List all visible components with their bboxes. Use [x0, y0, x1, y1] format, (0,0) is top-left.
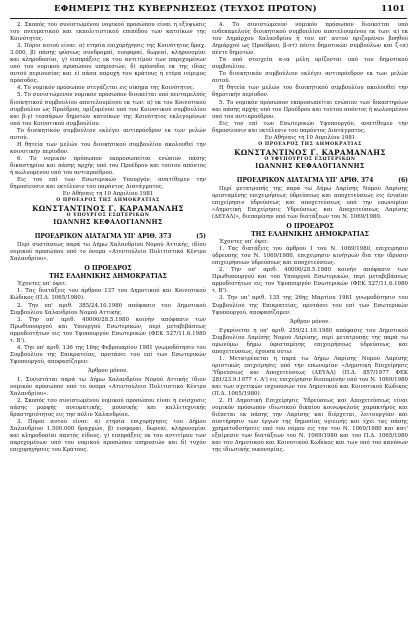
minister-name: ΙΩΑΝΝΗΣ ΚΕΦΑΛΟΓΙΑΝΝΗΣ [53, 219, 163, 227]
paragraph: 1. Τας διατάξεις του άρθρου 137 του Δημοτικού και Κοινοτικού Κώδικος (Π.Δ. 1065/1980). [10, 288, 206, 302]
article-heading: Άρθρον μόνον. [289, 318, 331, 325]
president-name: ΚΩΝΣΤΑΝΤΙΝΟΣ Γ. ΚΑΡΑΜΑΝΛΗΣ [234, 147, 386, 157]
paragraph: 5. Το νομικόν πρόσωπον εκπροσωπείται ενώπιον των δικαστηρίων και πάσης αρχής υπό του Προέδρου και τούτου απόντος ή κωλυομένου υπό του αντιπροέδρου. [212, 99, 408, 120]
right-column [212, 22, 408, 454]
paragraph: 3. Την υπ' αριθ. 135 της 26ης Μαρτίου 1981 γνωμοδότησιν του Συμβουλίου της Επικρατείας, προτάσει του επί των Εσωτερικών Υφυπουργού, αποφασίζομεν: [212, 295, 408, 316]
left-column [10, 22, 206, 454]
minister-label: Ο ΥΠΟΥΡΓΟΣ ΕΣΩΤΕΡΙΚΩΝ [66, 213, 150, 219]
paragraph: Η θητεία των μελών του διοικητικού συμβουλίου ακολουθεί την δημοτικήν περίοδον. [212, 85, 408, 99]
decree-subject: Περί μετατροπής της παρά τω Δήμω Λαρίσης Νομού Λαρίσης ορισταμένης επιχειρήσεως ύδρεύσεως και αποχετεύσεως εις ένιαίαν επιχείρησιν ύδρεύσεως και αποχετεύσεως υπό την επωνυμίαν «Δημοτική Επιχείρησις Υδρεύσεως και Αποχετεύσεως Λαρίσης (ΔΕΥΑΛ)», διεπομένην υπό των διατάξεων του Ν. 1069/1980. [212, 185, 408, 221]
decree-label: ΠΡΟΕΔΡΙΚΟΝ ΔΙΑΤΑΓΜΑ ΥΠ' ΑΡΙΘ. 373 [34, 233, 172, 241]
decree-date: Εν Αθήναις τη 10 Απριλίου 1981 [264, 134, 356, 141]
paragraph: Το διοικητικόν συμβούλιον εκλέγει αντιπρόεδρον εκ των μελών αυτού. [10, 127, 206, 141]
paragraph: 4. Το συνιστώμενον νομικόν πρόσωπον διοικείται υπό ενδεκαμελούς διοικητικού συμβουλίου αποτελουμένου εκ των: α) εκ του Δημάρχου Χαλανδρίου ή του υπ' αυτού οριζομένου βοηθού Δημάρχου ως Προέδρου, β-στ) πέντε δημοτικών συμβούλων και ζ-ια) πέντε δημοτών. [212, 22, 408, 57]
paragraph: Εις τον επί των Εσωτερικών Υφυπουργόν, ανατίθεμεν την δημοσίευσιν και εκτέλεσιν του παρόντος Διατάγματος. [212, 120, 408, 134]
paragraph: 2. Την υπ' αριθ. 385/24.10.1980 απόφασιν του Δημοτικού Συμβουλίου Χαλανδρίου Νομού Αττικής. [10, 302, 206, 316]
paragraph: 2. Η Δημοτική Επιχείρησις Ύδρεύσεως και Αποχετεύσεως είναι νομικόν πρόσωπον ιδιωτικού δικαίου κοινωφελούς χαρακτήρος και διέπεται εκ πάσης την Λαρίσης και διέρχεται, λειτουργίαν και συντήρησιν των έργων της δημοσίας υγιεινής και έχει τας πάσης χρηματοδοτήσεις υπό του νόμου εις την του Ν. 1069/1980 και κατ' εξαίρεσιν των διατάξεων του Ν. 1069/1980 και του Π.Δ. 1065/1980 και του Δημοτικού και Κοινοτικού Κώδικος και των υπό του κανόνων της ιδιωτικής οικονομίας. [212, 398, 408, 454]
republic-title-2: ΤΗΣ ΕΛΛΗΝΙΚΗΣ ΔΗΜΟΚΡΑΤΙΑΣ [251, 231, 369, 239]
paragraph: Το διοικητικόν συμβούλιον εκλέγει αντιπρόεδρον εκ των μελών αυτού. [212, 71, 408, 85]
decree-label: ΠΡΟΕΔΡΙΚΟΝ ΔΙΑΤΑΓΜΑ ΥΠ' ΑΡΙΘ. 374 [236, 176, 374, 184]
minister-label: Ο ΥΦΥΠΟΥΡΓΟΣ ΕΣΩΤΕΡΙΚΩΝ [264, 156, 356, 162]
paragraph: 3. Πόροι αυτού είναι: α) ετησία επιχορήγησις της Κοινότητος δραχ. 3.000, β) πάσης φύσεως συνδρομαί, εισφοραί, δωρεαί, κληρονομίαι και κληροδοσίαι, γ) εισπράξεις εκ του αντιτίμου των παρεχομένων υπό του νομικού προσώπου υπηρεσιών, δ) πρόσοδοι εκ της ιδίας αυτού περιουσίας και ε) πάσα παροχή του κράτους ή ετέρα νόμιμος πρόσοδος. [10, 43, 206, 85]
paragraph: 2. Σκοπός του συνιστωμένου νομικού προσώπου είναι η ενίσχυσις πάσης μορφής πνευματικής, μουσικής και καλλιτεχνικής δραστηριότητος εις την πόλιν Χαλανδρίου. [10, 398, 206, 419]
minister-name: ΙΩΑΝΝΗΣ ΚΕΦΑΛΟΓΙΑΝΝΗΣ [255, 162, 365, 170]
paragraph: 4. Το νομικόν πρόσωπον στεγάζεται εις οίκημα της Κοινότητος. [17, 85, 195, 92]
paragraph: 2. Σκοπός του συνιστωμένου νομικού προσώπου είναι η εξύψωσις του πνευματικού και εκπολιτιστικού επιπέδου των κατοίκων της Κοινότητος. [10, 22, 206, 43]
page-number: 1101 [381, 4, 405, 14]
republic-title-2: ΤΗΣ ΕΛΛΗΝΙΚΗΣ ΔΗΜΟΚΡΑΤΙΑΣ [49, 273, 167, 281]
president-label: Ο ΠΡΟΕΔΡΟΣ ΤΗΣ ΔΗΜΟΚΡΑΤΙΑΣ [56, 198, 160, 204]
having-regard: Έχοντες υπ' όψει: [219, 239, 269, 246]
article-heading: Άρθρον μόνον. [87, 367, 129, 374]
paragraph: 2. Την υπ' αριθ. 40000/28.5.1980 κοινήν απόφασιν των Πρωθυπουργού και του Υπουργού Εσωτερικών, περί μεταβιβάσεως αρμοδιοτήτων εις τον Υφυπουργόν Εσωτερικών (ΦΕΚ 527/11.6.1980 τ. Β'). [212, 267, 408, 295]
president-name: ΚΩΝΣΤΑΝΤΙΝΟΣ Γ. ΚΑΡΑΜΑΝΛΗΣ [32, 204, 184, 214]
gazette-header [10, 4, 407, 19]
paragraph: Η θητεία των μελών του διοικητικού συμβουλίου ακολουθεί την κοινοτικήν περίοδον. [10, 141, 206, 155]
decree-date: Εν Αθήναις τη 10 Απριλίου 1981 [62, 191, 154, 198]
decree-number: (6) [398, 176, 408, 184]
paragraph: 3. Την υπ' αριθ. 40000/28.5.1980 κοινήν απόφασιν των Πρωθυπουργού και Υπουργού Εσωτερικών, περί μεταβιβάσεως αρμοδιοτήτων εις τον Υφυπουργόν Εσωτερικών (ΦΕΚ 527/11.6.1980 τ. Β'). [10, 316, 206, 344]
decree-subject: Περί συστάσεως παρά τω Δήμω Χαλανδρίου Νομού Αττικής, ιδίου νομικού προσώπου υπό το όνομα «Ατεντούλειο Πολιτιστικό Κέντρο Χαλανδρίου». [10, 242, 206, 263]
paragraph: 1. Μετατρέπεται η παρά τω Δήμω Λαρίσης Νομού Λαρίσης οριστικώς επιχείρησις υπό την επωνυμίαν «Δημοτική Επιχείρησις Ύδρεύσεως και Αποχετεύσεως (ΔΕΥΑΛ) (Π.Δ. 857/1977 ΦΕΚ 281/23.9.1977 τ. Α') εις επιχείρησιν διεπομένην υπό του Ν. 1069/1980 και των σχετικών ισχυουσών του Δημοτικού και Κοινοτικού Κώδικος (Π.Δ. 1065/1980). [212, 355, 408, 398]
decree-heading [212, 177, 408, 184]
paragraph: 3. Πόροι αυτού είναι: α) ετησία επιχορήγησις του Δήμου Χαλανδρίου 1.500.000 δραχμών, β) εισφοραί, δωρεαί, κληρονομίαι και κληροδοσίαι παντός είδους, γ) εισπράξεις εκ του αντιτίμου των παρεχομένων υπό του νομικού προσώπου υπηρεσιών και δ) τυχόν επιχορηγήσεις του Κράτους. [10, 419, 206, 454]
paragraph: 1. Συνιστάται παρά τω Δήμω Χαλανδρίου Νομού Αττικής ίδιον νομικόν πρόσωπον υπό το όνομα «Ατεντούλειο Πολιτιστικό Κέντρο Χαλανδρίου». [10, 376, 206, 398]
paragraph: 4. Την υπ' αριθ. 136 της 16ης Φεβρουαρίου 1981 γνωμοδότησιν του Συμβουλίου της Επικρατείας, προτάσει του επί των Εσωτερικών Υφυπουργού, αποφασίζομεν: [10, 344, 206, 365]
decree-number: (5) [196, 233, 206, 241]
republic-title-1: Ο ΠΡΟΕΔΡΟΣ [84, 265, 132, 273]
paragraph: 6. Το νομικόν πρόσωπον εκπροσωπείται ενώπιον πάσης δικαστηρίου και πάσης αρχής υπό του Προέδρου και τούτου απόντος ή κωλυομένου υπό του αντιπροέδρου. [10, 155, 206, 176]
republic-title-1: Ο ΠΡΟΕΔΡΟΣ [286, 223, 334, 231]
paragraph: 1. Τας διατάξεις του άρθρου 1 του Ν. 1069/1980, επιχειρησιν ύδρευσης του Ν. 1069/1980, επιχειρησιν κινήτρων δια την ίδρυσιν επιχειρήσεων ύδρεύσεως και αποχετεύσεως. [212, 246, 408, 267]
paragraph: Εγκρίνεται η υπ' αριθ. 259/21.10.1980 απόφασις του Δημοτικού Συμβουλίου Λαρίσης Νομού Λαρίσης, περί μετατροπής της παρά τω ομωνύμω δήμω ύφισταμένης επιχειρήσεως ύδρεύσεως και αποχετεύσεως, έχουσα ούτω: [212, 327, 408, 355]
gazette-title: ΕΦΗΜΕΡΙΣ ΤΗΣ ΚΥΒΕΡΝΗΣΕΩΣ (ΤΕΥΧΟΣ ΠΡΩΤΟΝ) [54, 4, 317, 14]
paragraph: Εις τον επί των Εσωτερικών Υπουργόν, ανατίθεμεν την δημοσίευσιν και εκτέλεσιν του παρόντος Διατάγματος. [10, 177, 206, 191]
paragraph: 5. Το συνιστώμενον νομικόν πρόσωπον διοικείται υπό πενταμελούς διοικητικού συμβουλίου αποτελουμένου εκ των: α) εκ του Κοινοτικού συμβούλου ως Προέδρου, ορίζομένου υπό του Κοινοτικού συμβουλίου και β-γ) τεσσάρων δημοτών κατοίκων της Κοινότητος εκλεγομένων υπό του Κοινοτικού συμβουλίου. [10, 92, 206, 127]
president-label: Ο ΠΡΟΕΔΡΟΣ ΤΗΣ ΔΗΜΟΚΡΑΤΙΑΣ [258, 141, 362, 147]
having-regard: Έχοντες υπ' όψει: [17, 281, 67, 288]
paragraph: Τα υπό στοιχεία α-ια μέλη ορίζονται υπό του δημοτικού συμβουλίου. [212, 57, 408, 71]
decree-heading [10, 233, 206, 240]
